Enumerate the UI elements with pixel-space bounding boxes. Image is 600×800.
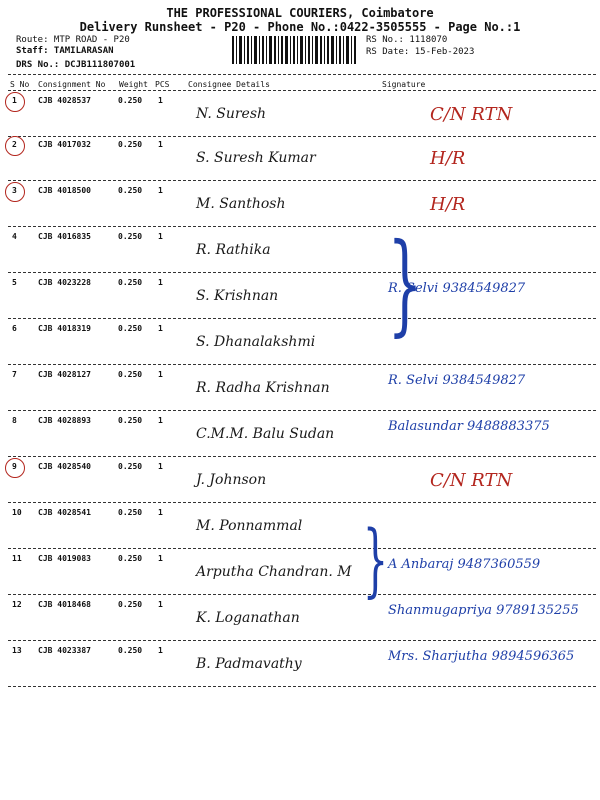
row-signature: Mrs. Sharjutha 9894596365 [388, 649, 575, 664]
row-consignment-no: CJB 4028540 [38, 462, 91, 471]
row-consignment-no: CJB 4023228 [38, 278, 91, 287]
row-weight: 0.250 [118, 508, 143, 517]
row-circle-mark [5, 458, 25, 478]
header-rule-bottom [8, 90, 596, 91]
row-sno: 1 [12, 96, 17, 105]
row-weight: 0.250 [118, 186, 143, 195]
row-weight: 0.250 [118, 600, 143, 609]
row-sno: 10 [12, 508, 22, 517]
row-signature: Balasundar 9488883375 [388, 419, 550, 434]
row-pcs: 1 [158, 600, 163, 609]
staff-label: Staff: TAMILARASAN [16, 46, 114, 56]
row-consignment-no: CJB 4028537 [38, 96, 91, 105]
row-signature: R. Selvi 9384549827 [388, 373, 526, 388]
row-circle-mark [5, 136, 25, 156]
row-circle-mark [5, 182, 25, 202]
row-pcs: 1 [158, 278, 163, 287]
col-consignee: Consignee Details [188, 80, 270, 89]
row-sno: 12 [12, 600, 22, 609]
row-pcs: 1 [158, 186, 163, 195]
col-consignment: Consignment No [38, 80, 106, 89]
row-sno: 6 [12, 324, 17, 333]
col-pcs: PCS [155, 80, 170, 89]
row-signature: C/N RTN [430, 470, 513, 491]
row-divider [8, 318, 596, 319]
rs-date-label: RS Date: 15-Feb-2023 [366, 47, 475, 57]
row-sno: 11 [12, 554, 22, 563]
runsheet-title: THE PROFESSIONAL COURIERS, Coimbatore [166, 6, 434, 20]
row-sno: 8 [12, 416, 17, 425]
row-divider [8, 272, 596, 273]
row-consignee-name: M. Santhosh [196, 196, 286, 212]
row-consignee-name: R. Radha Krishnan [196, 380, 330, 396]
bracket-mark: } [387, 219, 423, 347]
row-consignee-name: S. Krishnan [196, 288, 279, 304]
row-weight: 0.250 [118, 140, 143, 149]
row-consignee-name: B. Padmavathy [196, 656, 302, 672]
row-consignment-no: CJB 4016835 [38, 232, 91, 241]
row-weight: 0.250 [118, 278, 143, 287]
row-signature: R. Selvi 9384549827 [388, 281, 526, 296]
row-divider [8, 686, 596, 687]
row-weight: 0.250 [118, 324, 143, 333]
col-weight: Weight [119, 80, 148, 89]
row-consignee-name: R. Rathika [196, 242, 271, 258]
row-pcs: 1 [158, 508, 163, 517]
row-signature: H/R [430, 194, 466, 215]
row-pcs: 1 [158, 462, 163, 471]
row-divider [8, 410, 596, 411]
row-consignee-name: S. Suresh Kumar [196, 150, 316, 166]
row-divider [8, 364, 596, 365]
row-consignee-name: S. Dhanalakshmi [196, 334, 316, 350]
row-divider [8, 548, 596, 549]
row-signature: H/R [430, 148, 466, 169]
row-consignee-name: Arputha Chandran. M [196, 564, 352, 580]
route-label: Route: MTP ROAD - P20 [16, 35, 130, 45]
row-consignee-name: N. Suresh [196, 106, 267, 122]
row-sno: 3 [12, 186, 17, 195]
header-rule-top [8, 74, 596, 75]
row-consignment-no: CJB 4018319 [38, 324, 91, 333]
row-consignment-no: CJB 4028127 [38, 370, 91, 379]
row-pcs: 1 [158, 646, 163, 655]
row-divider [8, 226, 596, 227]
row-divider [8, 502, 596, 503]
row-consignee-name: C.M.M. Balu Sudan [196, 426, 335, 442]
row-pcs: 1 [158, 416, 163, 425]
row-pcs: 1 [158, 554, 163, 563]
row-signature: Shanmugapriya 9789135255 [388, 603, 579, 618]
runsheet-subtitle: Delivery Runsheet - P20 - Phone No.:0422-3505555 - Page No.:1 [79, 20, 521, 34]
col-signature: Signature [382, 80, 426, 89]
row-sno: 13 [12, 646, 22, 655]
row-sno: 4 [12, 232, 17, 241]
row-pcs: 1 [158, 140, 163, 149]
rs-no-label: RS No.: 1118070 [366, 35, 448, 45]
col-sno: S No [10, 80, 30, 89]
bracket-mark: } [362, 513, 389, 606]
row-weight: 0.250 [118, 96, 143, 105]
row-consignment-no: CJB 4018468 [38, 600, 91, 609]
row-weight: 0.250 [118, 370, 143, 379]
row-consignment-no: CJB 4018500 [38, 186, 91, 195]
row-divider [8, 640, 596, 641]
barcode-image [232, 36, 356, 64]
row-divider [8, 456, 596, 457]
row-divider [8, 594, 596, 595]
row-consignment-no: CJB 4019083 [38, 554, 91, 563]
row-weight: 0.250 [118, 416, 143, 425]
row-consignment-no: CJB 4028893 [38, 416, 91, 425]
row-pcs: 1 [158, 324, 163, 333]
row-divider [8, 136, 596, 137]
row-consignment-no: CJB 4028541 [38, 508, 91, 517]
row-pcs: 1 [158, 370, 163, 379]
row-consignment-no: CJB 4017032 [38, 140, 91, 149]
row-weight: 0.250 [118, 462, 143, 471]
drs-label: DRS No.: DCJB111807001 [16, 60, 136, 70]
row-signature: A Anbaraj 9487360559 [388, 557, 541, 572]
row-consignment-no: CJB 4023387 [38, 646, 91, 655]
row-pcs: 1 [158, 96, 163, 105]
row-sno: 5 [12, 278, 17, 287]
row-consignee-name: M. Ponnammal [196, 518, 303, 534]
row-sno: 9 [12, 462, 17, 471]
row-divider [8, 180, 596, 181]
row-weight: 0.250 [118, 232, 143, 241]
row-pcs: 1 [158, 232, 163, 241]
row-sno: 7 [12, 370, 17, 379]
row-weight: 0.250 [118, 646, 143, 655]
row-consignee-name: K. Loganathan [196, 610, 300, 626]
row-signature: C/N RTN [430, 104, 513, 125]
row-sno: 2 [12, 140, 17, 149]
row-circle-mark [5, 92, 25, 112]
row-weight: 0.250 [118, 554, 143, 563]
row-consignee-name: J. Johnson [196, 472, 267, 488]
